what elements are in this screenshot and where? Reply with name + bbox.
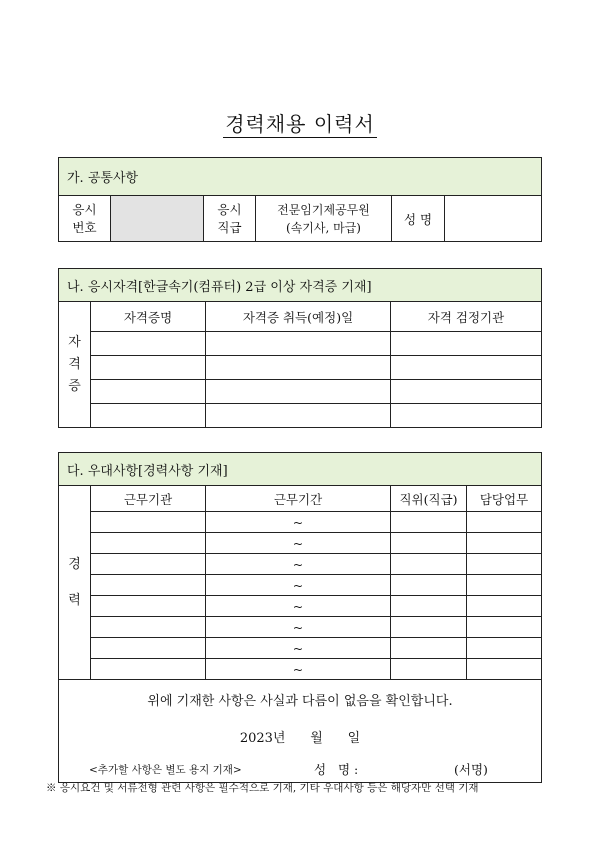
col-duty: 담당업무 (467, 486, 542, 512)
qualification-side-label: 자 격 증 (59, 302, 91, 428)
common-info-table (58, 157, 542, 242)
col-cert-name: 자격증명 (91, 302, 206, 332)
table-row: ~ (59, 617, 542, 638)
table-row (59, 356, 542, 380)
table-row (59, 332, 542, 356)
signature-seal[interactable]: (서명) (454, 762, 488, 777)
qualification-table (58, 268, 542, 428)
extra-sheet-note: <추가할 사항은 별도 용지 기재> (89, 764, 242, 776)
career-table (58, 452, 542, 783)
page-title: 경력채용 이력서 (225, 112, 375, 136)
application-number-label: 응시 번호 (59, 196, 111, 242)
signature-label: 성 명 : (314, 762, 359, 777)
col-cert-date: 자격증 취득(예정)일 (206, 302, 391, 332)
col-workplace: 근무기관 (91, 486, 206, 512)
section-b-header: 나. 응시자격[한글속기(컴퓨터) 2급 이상 자격증 기재] (59, 269, 542, 302)
table-row (59, 380, 542, 404)
declaration-text: 위에 기재한 사항은 사실과 다름이 없음을 확인합니다. (147, 694, 453, 709)
career-side-label: 경 력 (59, 486, 91, 680)
name-field[interactable] (445, 196, 542, 242)
section-a-header: 가. 공통사항 (59, 158, 542, 196)
table-row: ~ (59, 596, 542, 617)
date-line: 2023년 월 일 (239, 731, 361, 746)
col-period: 근무기간 (206, 486, 391, 512)
job-value: 전문임기제공무원 (속기사, 마급) (256, 196, 392, 242)
table-row (59, 404, 542, 428)
col-position: 직위(직급) (391, 486, 467, 512)
table-row: ~ (59, 638, 542, 659)
table-row: ~ (59, 512, 542, 533)
table-row: ~ (59, 533, 542, 554)
col-cert-org: 자격 검정기관 (391, 302, 542, 332)
section-c-header: 다. 우대사항[경력사항 기재] (59, 453, 542, 486)
table-row: ~ (59, 659, 542, 680)
table-row: ~ (59, 554, 542, 575)
table-row: ~ (59, 575, 542, 596)
application-number-field (111, 196, 204, 242)
job-label: 응시 직급 (204, 196, 256, 242)
footnote: ※ 응시요건 및 서류전형 관련 사항은 필수적으로 기재, 기타 우대사항 등은 해당자만 선택 기재 (46, 782, 479, 794)
name-label: 성 명 (392, 196, 445, 242)
declaration-block (59, 680, 542, 783)
